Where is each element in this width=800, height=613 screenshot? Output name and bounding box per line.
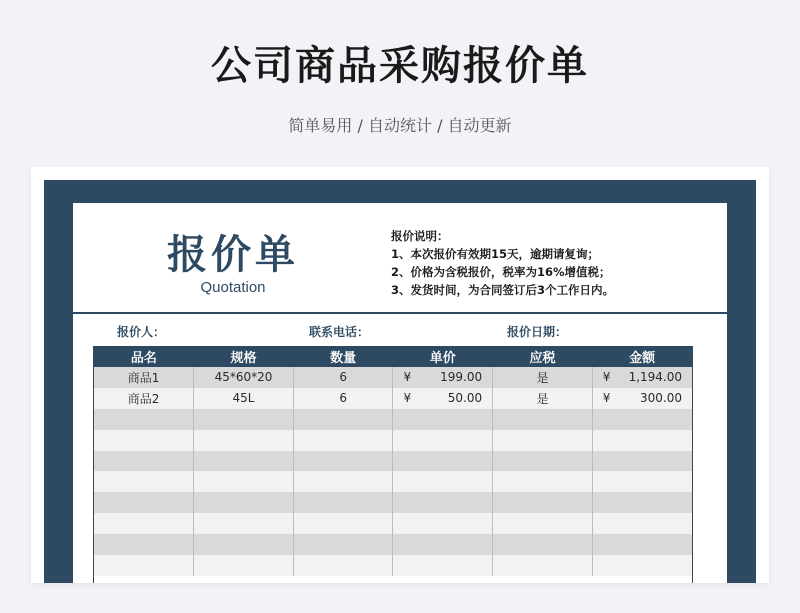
cell-name[interactable] — [94, 471, 194, 492]
cell-taxable[interactable] — [493, 471, 593, 492]
currency-symbol: ¥ — [403, 370, 412, 385]
cell-amount[interactable] — [592, 492, 692, 513]
cell-amount-value: 300.00 — [640, 391, 682, 406]
cell-qty[interactable]: 6 — [293, 388, 393, 409]
cell-price-value: 50.00 — [447, 391, 483, 406]
cell-qty[interactable] — [293, 430, 393, 451]
cell-qty[interactable] — [293, 555, 393, 576]
cell-price[interactable] — [393, 451, 493, 472]
cell-name[interactable] — [94, 555, 194, 576]
cell-qty[interactable] — [293, 409, 393, 430]
cell-name[interactable] — [94, 451, 194, 472]
cell-price[interactable] — [393, 367, 493, 388]
cell-price[interactable] — [393, 388, 493, 409]
cell-name[interactable]: 商品2 — [94, 388, 194, 409]
cell-taxable[interactable] — [493, 555, 593, 576]
cell-amount[interactable] — [592, 367, 692, 388]
column-header-qty: 数量 — [293, 346, 393, 367]
currency-symbol: ¥ — [602, 370, 611, 385]
page-subtitle: 简单易用 / 自动统计 / 自动更新 — [288, 116, 512, 135]
cell-qty[interactable] — [293, 451, 393, 472]
cell-taxable[interactable] — [493, 534, 593, 555]
cell-qty[interactable]: 6 — [293, 367, 393, 388]
column-header-spec: 规格 — [194, 346, 294, 367]
document-subtitle: Quotation — [200, 279, 266, 296]
cell-amount-value: 1,194.00 — [628, 370, 682, 385]
column-header-taxable: 应税 — [493, 346, 593, 367]
cell-taxable[interactable] — [493, 409, 593, 430]
cell-amount[interactable] — [592, 388, 692, 409]
note-item: 2、价格为含税报价，税率为16%增值税； — [391, 265, 611, 279]
currency-symbol: ¥ — [403, 391, 412, 406]
cell-taxable[interactable] — [493, 451, 593, 472]
quoter-label: 报价人： — [117, 325, 166, 339]
cell-price[interactable] — [393, 555, 493, 576]
quotation-sheet — [73, 203, 727, 583]
cell-price[interactable] — [393, 513, 493, 534]
preview-card — [31, 167, 769, 583]
cell-spec[interactable] — [194, 513, 294, 534]
cell-amount[interactable] — [592, 430, 692, 451]
cell-spec[interactable] — [194, 430, 294, 451]
notes-heading: 报价说明： — [391, 229, 449, 243]
currency-symbol: ¥ — [602, 391, 611, 406]
cell-price[interactable] — [393, 534, 493, 555]
document-title: 报价单 — [167, 232, 299, 278]
cell-price[interactable] — [393, 492, 493, 513]
cell-name[interactable] — [94, 534, 194, 555]
cell-taxable[interactable] — [493, 513, 593, 534]
note-item: 3、发货时间，为合同签订后3个工作日内。 — [391, 283, 615, 297]
page-title: 公司商品采购报价单 — [211, 43, 589, 89]
cell-spec[interactable] — [194, 555, 294, 576]
cell-spec[interactable] — [194, 534, 294, 555]
cell-spec[interactable] — [194, 492, 294, 513]
table-row — [94, 534, 692, 555]
cell-taxable[interactable] — [493, 430, 593, 451]
cell-spec[interactable] — [194, 471, 294, 492]
table-header-row — [94, 346, 692, 367]
cell-qty[interactable] — [293, 513, 393, 534]
table-row — [94, 367, 692, 388]
cell-price[interactable] — [393, 430, 493, 451]
note-item: 1、本次报价有效期15天，逾期请复询； — [391, 247, 600, 261]
cell-spec[interactable] — [194, 451, 294, 472]
cell-amount[interactable] — [592, 534, 692, 555]
quotation-table — [93, 346, 693, 583]
cell-amount[interactable] — [592, 555, 692, 576]
cell-amount[interactable] — [592, 513, 692, 534]
cell-spec[interactable] — [194, 409, 294, 430]
cell-taxable[interactable] — [493, 492, 593, 513]
table-row — [94, 451, 692, 472]
cell-spec[interactable]: 45L — [194, 388, 294, 409]
column-header-name: 品名 — [94, 346, 194, 367]
cell-taxable[interactable]: 是 — [493, 367, 593, 388]
table-row — [94, 430, 692, 451]
cell-amount[interactable] — [592, 409, 692, 430]
cell-qty[interactable] — [293, 492, 393, 513]
cell-qty[interactable] — [293, 471, 393, 492]
table-row — [94, 492, 692, 513]
cell-taxable[interactable]: 是 — [493, 388, 593, 409]
cell-amount[interactable] — [592, 451, 692, 472]
cell-name[interactable]: 商品1 — [94, 367, 194, 388]
table-row — [94, 555, 692, 576]
phone-label: 联系电话： — [309, 325, 370, 339]
cell-price[interactable] — [393, 409, 493, 430]
cell-name[interactable] — [94, 409, 194, 430]
cell-name[interactable] — [94, 513, 194, 534]
cell-price[interactable] — [393, 471, 493, 492]
cell-amount[interactable] — [592, 471, 692, 492]
table-row — [94, 388, 692, 409]
cell-spec[interactable]: 45*60*20 — [194, 367, 294, 388]
table-row — [94, 471, 692, 492]
table-row — [94, 409, 692, 430]
quotation-notes — [391, 227, 721, 299]
column-header-amount: 金额 — [592, 346, 692, 367]
cell-price-value: 199.00 — [440, 370, 483, 385]
date-label: 报价日期： — [507, 325, 568, 339]
header-divider — [73, 312, 727, 314]
column-header-price: 单价 — [393, 346, 493, 367]
document-frame — [44, 180, 756, 583]
cell-name[interactable] — [94, 430, 194, 451]
cell-name[interactable] — [94, 492, 194, 513]
cell-qty[interactable] — [293, 534, 393, 555]
table-row — [94, 513, 692, 534]
